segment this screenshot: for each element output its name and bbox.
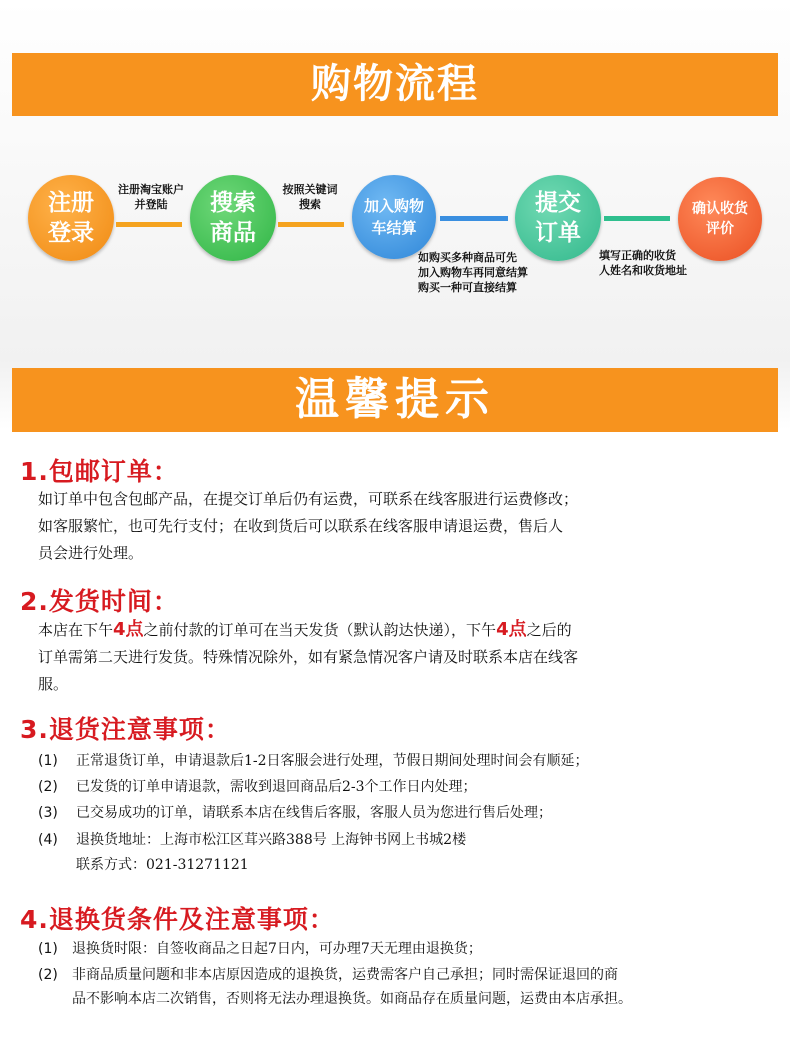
step-label: 确认收货 [692, 201, 748, 217]
list-text: 退换货时限：自签收商品之日起7日内，可办理7天无理由退换货； [72, 941, 482, 957]
list-number: (1) [38, 941, 58, 957]
note-line: 如购买多种商品可先 [418, 251, 517, 264]
shopping-process-banner: 购物流程 [12, 53, 778, 116]
list-item [38, 804, 552, 822]
step-submit-order [515, 175, 601, 261]
text: 本店在下午 [38, 621, 114, 639]
step-label: 登录 [48, 220, 94, 246]
note-line: 搜索 [299, 198, 321, 211]
flow-note-cart [418, 250, 528, 295]
list-item [38, 752, 589, 770]
note-line: 购买一种可直接结算 [418, 281, 517, 294]
section-heading-free-shipping: 1.包邮订单： [20, 457, 179, 486]
section-heading-exchange-conditions: 4.退换货条件及注意事项： [20, 905, 335, 934]
step-label: 搜索 [210, 190, 256, 216]
section-heading-return-notes: 3.退货注意事项： [20, 715, 231, 744]
highlight-time: 4点 [496, 619, 527, 640]
step-label: 商品 [210, 220, 256, 246]
text-line [38, 616, 766, 644]
flow-note-order [599, 248, 687, 278]
list-number: (4) [38, 832, 58, 848]
list-number: (3) [38, 805, 58, 821]
step-label: 注册 [48, 190, 94, 216]
list-item [38, 966, 618, 984]
contact-info: 联系方式：021-31271121 [76, 857, 249, 873]
flow-note-search [270, 182, 350, 212]
step-label: 车结算 [371, 219, 417, 237]
section-body-shipping-time [38, 616, 766, 698]
list-item [38, 831, 466, 849]
section-body-free-shipping [38, 486, 766, 567]
arrow-right-icon [278, 222, 344, 227]
flow-note-register [108, 182, 194, 212]
list-text: 非商品质量问题和非本店原因造成的退换货，运费需客户自己承担；同时需保证退回的商 [72, 967, 618, 983]
step-register-login [28, 175, 114, 261]
arrow-right-icon [604, 216, 670, 221]
step-add-to-cart [352, 175, 436, 259]
text-line: 订单需第二天进行发货。特殊情况除外，如有紧急情况客户请及时联系本店在线客 [38, 648, 579, 666]
text: 之前付款的订单可在当天发货（默认韵达快递），下午 [143, 621, 497, 639]
text-line: 如订单中包含包邮产品，在提交订单后仍有运费，可联系在线客服进行运费修改； [38, 490, 579, 508]
list-item [38, 778, 477, 796]
text-line: 如客服繁忙，也可先行支付；在收到货后可以联系在线客服申请退运费，售后人 [38, 517, 564, 535]
note-line: 加入购物车再同意结算 [418, 266, 528, 279]
step-confirm-receipt [678, 177, 762, 261]
step-label: 订单 [535, 220, 581, 246]
list-number: (2) [38, 779, 58, 795]
arrow-right-icon [116, 222, 182, 227]
section-heading-shipping-time: 2.发货时间： [20, 587, 179, 616]
note-line: 填写正确的收货 [599, 249, 676, 262]
step-label: 加入购物 [363, 197, 424, 215]
text: 之后的 [526, 621, 572, 639]
list-text: 已交易成功的订单，请联系本店在线售后客服，客服人员为您进行售后处理； [76, 805, 552, 821]
list-number: (2) [38, 967, 58, 983]
text-line: 员会进行处理。 [38, 544, 144, 562]
highlight-time: 4点 [113, 619, 144, 640]
list-text: 正常退货订单，申请退款后1-2日客服会进行处理，节假日期间处理时间会有顺延； [76, 753, 589, 769]
note-line: 注册淘宝账户 [118, 183, 184, 196]
step-label: 提交 [535, 190, 581, 216]
list-text: 退换货地址：上海市松江区茸兴路388号 上海钟书网上书城2楼 [76, 832, 467, 848]
list-item [38, 940, 482, 958]
list-text-continued: 品不影响本店二次销售，否则将无法办理退换货。如商品存在质量问题，运费由本店承担。 [72, 991, 632, 1007]
step-search-goods [190, 175, 276, 261]
note-line: 人姓名和收货地址 [599, 264, 687, 277]
list-text: 已发货的订单申请退款，需收到退回商品后2-3个工作日内处理； [76, 779, 477, 795]
text-line: 服。 [38, 675, 69, 693]
arrow-right-icon [440, 216, 508, 221]
note-line: 并登陆 [134, 198, 168, 211]
note-line: 按照关键词 [282, 183, 338, 196]
warm-tips-banner: 温馨提示 [12, 368, 778, 432]
step-label: 评价 [706, 221, 734, 237]
list-number: (1) [38, 753, 58, 769]
